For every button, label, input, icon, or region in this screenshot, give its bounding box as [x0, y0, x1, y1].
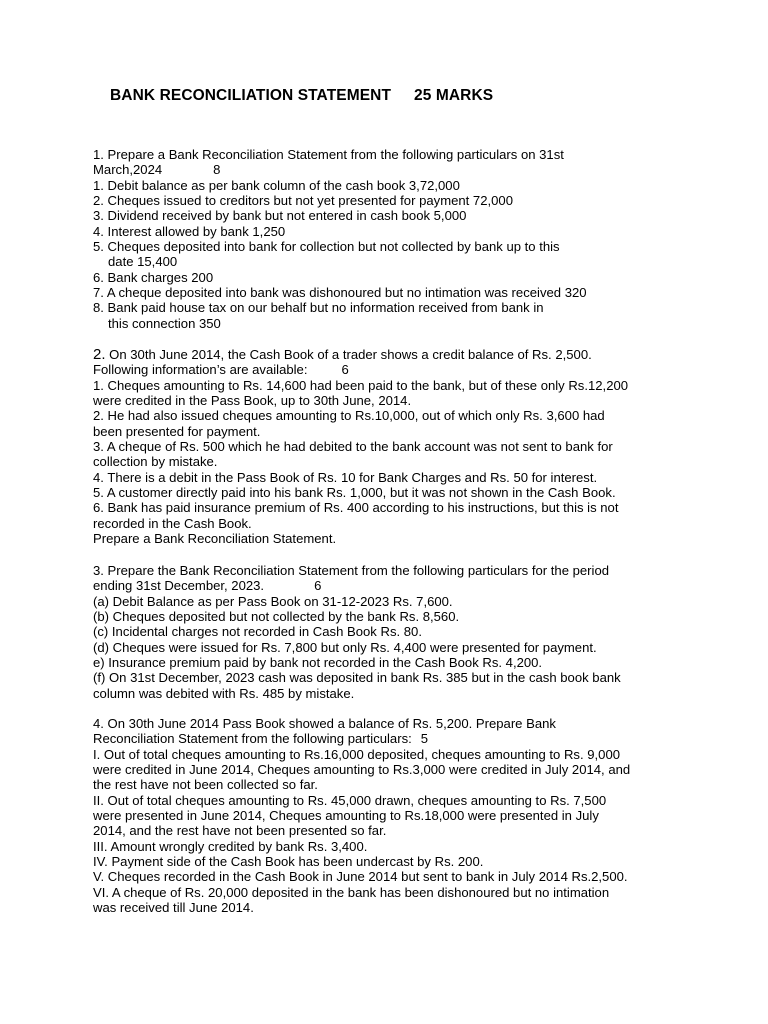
q4-line: were presented in June 2014, Cheques amounting to Rs.18,000 were presented in July	[93, 808, 599, 824]
q2-line: Prepare a Bank Reconciliation Statement.	[93, 531, 337, 547]
q3-line: ending 31st December, 2023. 6	[93, 578, 322, 594]
question-4	[93, 716, 693, 915]
q4-line: 4. On 30th June 2014 Pass Book showed a balance of Rs. 5,200. Prepare Bank	[93, 716, 556, 731]
q1-line: 7. A cheque deposited into bank was dishonoured but no intimation was received 320	[93, 285, 587, 301]
q3-line: (c) Incidental charges not recorded in Cash Book Rs. 80.	[93, 624, 422, 640]
q4-line: Reconciliation Statement from the following particulars: 5	[93, 731, 429, 747]
q2-line: 3. A cheque of Rs. 500 which he had debited to the bank account was not sent to bank for	[93, 439, 613, 455]
q4-line: IV. Payment side of the Cash Book has been undercast by Rs. 200.	[93, 854, 484, 870]
q4-marks: 5	[420, 731, 429, 747]
q3-marks: 6	[314, 578, 322, 594]
q2-line: 4. There is a debit in the Pass Book of Rs. 10 for Bank Charges and Rs. 50 for interest.	[93, 469, 598, 485]
q3-line: (a) Debit Balance as per Pass Book on 31-12-2023 Rs. 7,600.	[93, 593, 453, 609]
q4-line: II. Out of total cheques amounting to Rs. 45,000 drawn, cheques amounting to Rs. 7,500	[93, 792, 607, 808]
q2-line: 2. He had also issued cheques amounting to Rs.10,000, out of which only Rs. 3,600 had	[93, 408, 605, 424]
q2-line: 5. A customer directly paid into his bank Rs. 1,000, but it was not shown in the Cash Book.	[93, 485, 616, 501]
q4-line: 2014, and the rest have not been presented so far.	[93, 823, 387, 839]
q4-line: the rest have not been collected so far.	[93, 777, 318, 793]
q2-line: were credited in the Pass Book, up to 30th June, 2014.	[93, 393, 412, 409]
q2-line: been presented for payment.	[93, 423, 261, 439]
q3-line: (b) Cheques deposited but not collected by the bank Rs. 8,560.	[93, 609, 460, 625]
q1-line: this connection 350	[108, 315, 221, 331]
q1-line: 1. Prepare a Bank Reconciliation Statement from the following particulars on 31st	[93, 147, 564, 162]
q4-line: V. Cheques recorded in the Cash Book in June 2014 but sent to bank in July 2014 Rs.2,500.	[93, 869, 628, 885]
q3-line: (d) Cheques were issued for Rs. 7,800 but only Rs. 4,400 were presented for payment.	[93, 639, 597, 655]
q1-line: date 15,400	[108, 254, 178, 270]
q4-line: I. Out of total cheques amounting to Rs.16,000 deposited, cheques amounting to Rs. 9,000	[93, 746, 621, 762]
title-marks: 25 MARKS	[414, 87, 494, 104]
q4-line: III. Amount wrongly credited by bank Rs. 3,400.	[93, 838, 368, 854]
q2-line: 6. Bank has paid insurance premium of Rs. 400 according to his instructions, but this is not	[93, 500, 619, 516]
q1-line: March,2024 8	[93, 162, 221, 178]
q2-line: 1. Cheques amounting to Rs. 14,600 had been paid to the bank, but of these only Rs.12,200	[93, 377, 629, 393]
q3-line: column was debited with Rs. 485 by mistake.	[93, 685, 355, 701]
question-2	[93, 347, 693, 546]
document-title	[110, 87, 493, 105]
q1-line: 6. Bank charges 200	[93, 269, 214, 285]
q3-line: e) Insurance premium paid by bank not recorded in the Cash Book Rs. 4,200.	[93, 655, 543, 671]
q2-line: Following information’s are available: 6	[93, 362, 349, 378]
q1-line: 1. Debit balance as per bank column of the cash book 3,72,000	[93, 177, 460, 193]
q1-line: 8. Bank paid house tax on our behalf but no information received from bank in	[93, 300, 544, 316]
q4-line: were credited in June 2014, Cheques amounting to Rs.3,000 were credited in July 2014, and	[93, 762, 631, 778]
q1-line: 2. Cheques issued to creditors but not yet presented for payment 72,000	[93, 193, 513, 209]
title-heading: BANK RECONCILIATION STATEMENT	[110, 87, 392, 104]
q3-line: 3. Prepare the Bank Reconciliation Statement from the following particulars for the period	[93, 563, 610, 578]
question-1	[93, 147, 693, 331]
q2-line: 2. On 30th June 2014, the Cash Book of a trader shows a credit balance of Rs. 2,500.	[93, 346, 592, 363]
q4-line: was received till June 2014.	[93, 900, 254, 916]
q1-line: 5. Cheques deposited into bank for collection but not collected by bank up to this	[93, 239, 560, 255]
q2-number: 2.	[93, 346, 106, 363]
q1-line: 3. Dividend received by bank but not entered in cash book 5,000	[93, 208, 467, 224]
q2-marks: 6	[341, 362, 349, 378]
q2-line: collection by mistake.	[93, 454, 218, 470]
q3-line: (f) On 31st December, 2023 cash was deposited in bank Rs. 385 but in the cash book bank	[93, 670, 621, 686]
question-3	[93, 563, 693, 701]
q1-line: 4. Interest allowed by bank 1,250	[93, 223, 286, 239]
q4-line: VI. A cheque of Rs. 20,000 deposited in the bank has been dishonoured but no intimation	[93, 884, 610, 900]
q2-line: recorded in the Cash Book.	[93, 515, 252, 531]
q1-marks: 8	[213, 162, 221, 178]
